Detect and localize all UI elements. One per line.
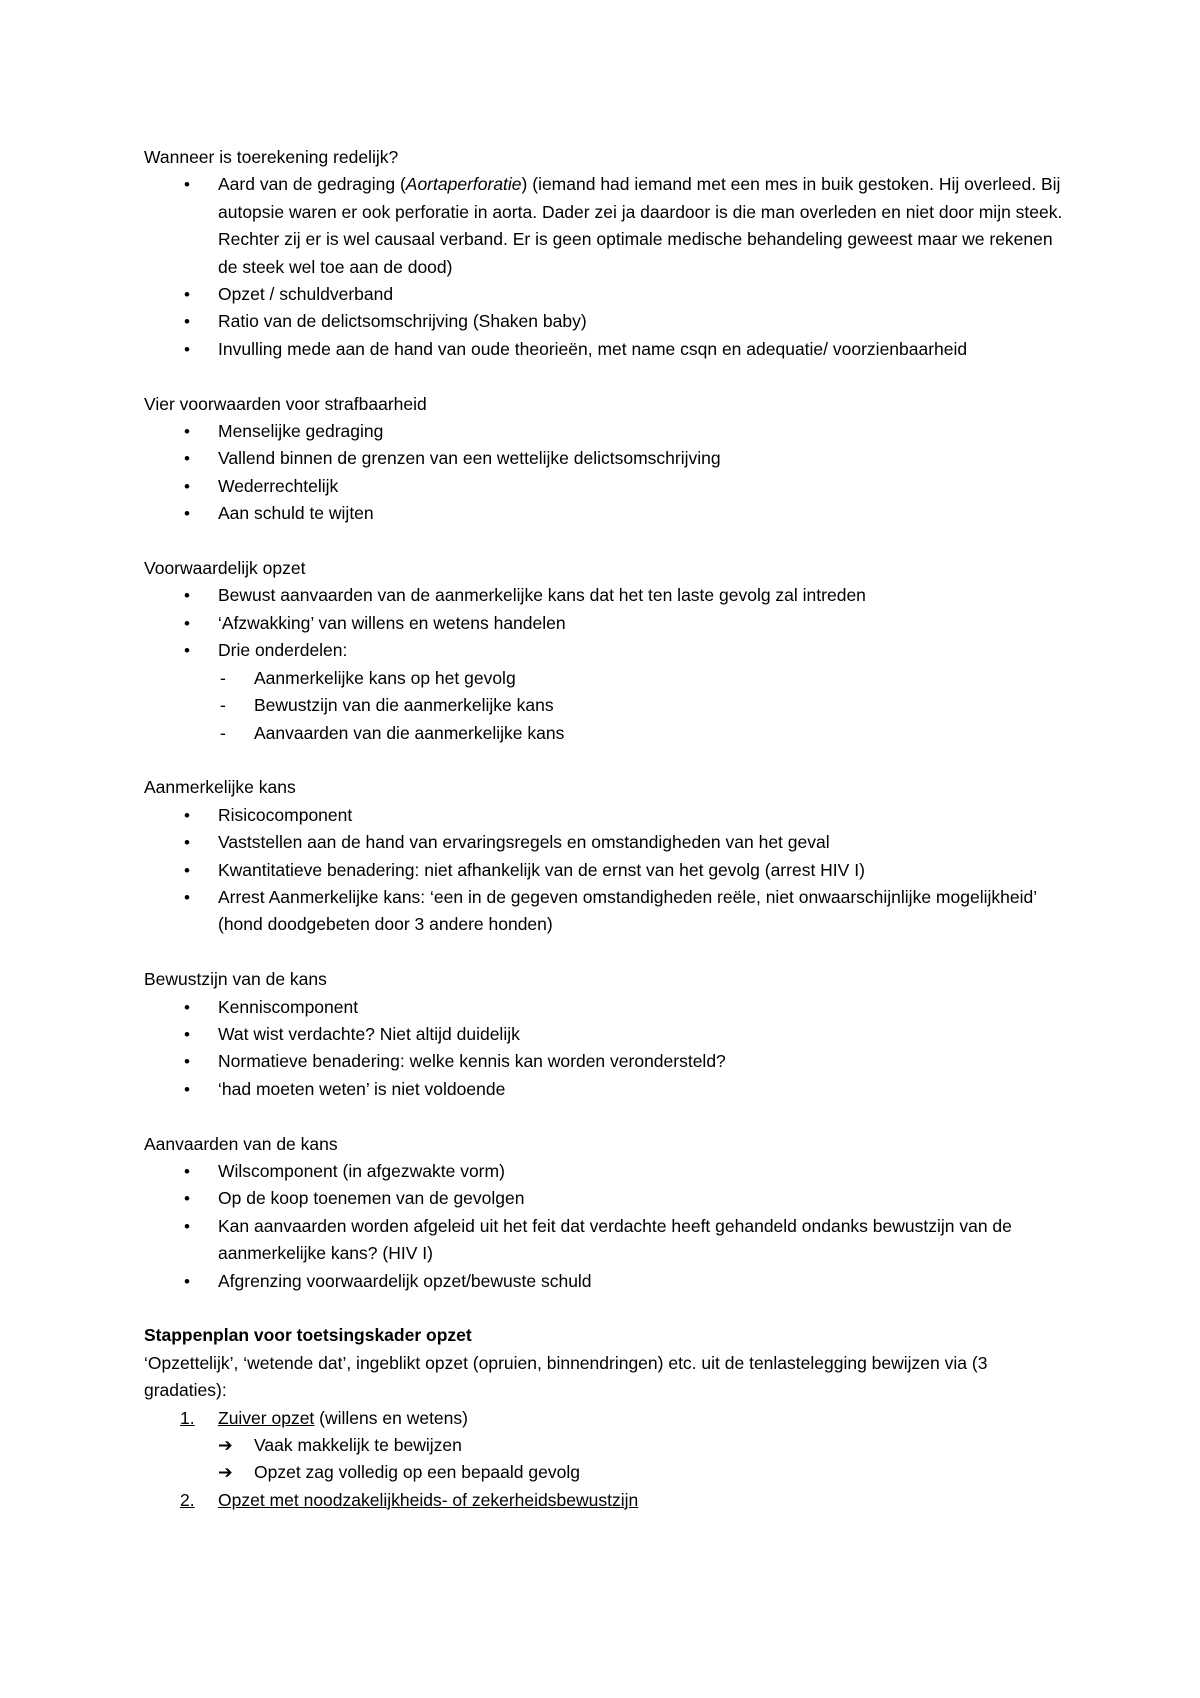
item-number: 1. — [180, 1407, 195, 1428]
numbered-list — [144, 1487, 1064, 1514]
numbered-item: 1. Zuiver opzet (willens en wetens) — [144, 1405, 1064, 1432]
list-item: • Menselijke gedraging — [144, 418, 1064, 445]
section-heading: Stappenplan voor toetsingskader opzet — [144, 1325, 472, 1346]
section-aanmerkelijke-kans — [144, 774, 1064, 938]
list-item: • Vaststellen aan de hand van ervaringsregels en omstandigheden van het geval — [144, 829, 1064, 856]
bullet-list — [144, 582, 1064, 664]
numbered-item: 2. Opzet met noodzakelijkheids- of zekerheidsbewustzijn — [144, 1487, 1064, 1514]
section-aanvaarden — [144, 1131, 1064, 1295]
section-voorwaarden-strafbaarheid — [144, 391, 1064, 528]
list-item: • Arrest Aanmerkelijke kans: ‘een in de gegeven omstandigheden reële, niet onwaarschijnlijke mogelijkheid’ (hond doodgebeten door 3 andere honden) — [144, 884, 1064, 939]
sub-list-item: - Aanmerkelijke kans op het gevolg — [144, 665, 1064, 692]
list-item: • Invulling mede aan de hand van oude theorieën, met name csqn en adequatie/ voorzienbaarheid — [144, 336, 1064, 363]
underlined-term: Zuiver opzet — [218, 1407, 315, 1428]
bullet-list — [144, 171, 1064, 363]
section-stappenplan — [144, 1322, 1064, 1514]
sub-list-item: - Bewustzijn van die aanmerkelijke kans — [144, 692, 1064, 719]
bullet-list — [144, 1158, 1064, 1295]
section-bewustzijn — [144, 966, 1064, 1103]
arrow-list — [144, 1432, 1064, 1487]
bullet-list — [144, 994, 1064, 1104]
list-item: • Kwantitatieve benadering: niet afhankelijk van de ernst van het gevolg (arrest HIV I) — [144, 857, 1064, 884]
list-item: • Wederrechtelijk — [144, 473, 1064, 500]
section-voorwaardelijk-opzet — [144, 555, 1064, 747]
section-heading: Aanvaarden van de kans — [144, 1133, 338, 1154]
arrow-item: ➔ Opzet zag volledig op een bepaald gevolg — [144, 1459, 1064, 1486]
section-heading: Wanneer is toerekening redelijk? — [144, 147, 399, 167]
list-item: • Vallend binnen de grenzen van een wettelijke delictsomschrijving — [144, 445, 1064, 472]
bullet-list — [144, 802, 1064, 939]
list-item: • Drie onderdelen: — [144, 637, 1064, 664]
sub-list-item: - Aanvaarden van die aanmerkelijke kans — [144, 720, 1064, 747]
list-item: • Wat wist verdachte? Niet altijd duidelijk — [144, 1021, 1064, 1048]
list-item: • Afgrenzing voorwaardelijk opzet/bewuste schuld — [144, 1268, 1064, 1295]
list-item: • ‘Afzwakking’ van willens en wetens handelen — [144, 610, 1064, 637]
list-item: • Op de koop toenemen van de gevolgen — [144, 1185, 1064, 1212]
section-heading: Voorwaardelijk opzet — [144, 558, 306, 579]
section-toerekening — [144, 144, 1064, 363]
list-item: • Kenniscomponent — [144, 994, 1064, 1021]
list-item: • Bewust aanvaarden van de aanmerkelijke kans dat het ten laste gevolg zal intreden — [144, 582, 1064, 609]
list-item: • Aan schuld te wijten — [144, 500, 1064, 527]
italic-term: Aortaperforatie — [405, 174, 522, 195]
section-heading: Aanmerkelijke kans — [144, 777, 296, 798]
list-item: • Opzet / schuldverband — [144, 281, 1064, 308]
section-heading: Vier voorwaarden voor strafbaarheid — [144, 393, 427, 414]
bullet-list — [144, 418, 1064, 528]
list-item: • Risicocomponent — [144, 802, 1064, 829]
dash-list — [144, 665, 1064, 747]
numbered-list — [144, 1405, 1064, 1432]
document-page — [144, 144, 1064, 1514]
list-item: • ‘had moeten weten’ is niet voldoende — [144, 1076, 1064, 1103]
list-item: • Kan aanvaarden worden afgeleid uit het feit dat verdachte heeft gehandeld ondanks bewustzijn van de aanmerkelijke kans? (HIV I) — [144, 1213, 1064, 1268]
arrow-item: ➔ Vaak makkelijk te bewijzen — [144, 1432, 1064, 1459]
list-item: • Normatieve benadering: welke kennis kan worden verondersteld? — [144, 1048, 1064, 1075]
item-number: 2. — [180, 1489, 195, 1510]
list-item: • Wilscomponent (in afgezwakte vorm) — [144, 1158, 1064, 1185]
list-item: • Ratio van de delictsomschrijving (Shaken baby) — [144, 308, 1064, 335]
list-item: • Aard van de gedraging (Aortaperforatie) (iemand had iemand met een mes in buik gestoken. Hij overleed. Bij autopsie waren er ook perforatie in aorta. Dader zei ja daardoor is die man overleden en niet door mijn steek. Rechter zij er is wel causaal verband. Er is geen optimale medische behandeling geweest maar we rekenen de steek wel toe aan de dood) — [144, 171, 1064, 281]
section-heading: Bewustzijn van de kans — [144, 969, 327, 990]
intro-paragraph: ‘Opzettelijk’, ‘wetende dat’, ingeblikt opzet (opruien, binnendringen) etc. uit de tenlastelegging bewijzen via (3 gradaties): — [144, 1352, 988, 1401]
